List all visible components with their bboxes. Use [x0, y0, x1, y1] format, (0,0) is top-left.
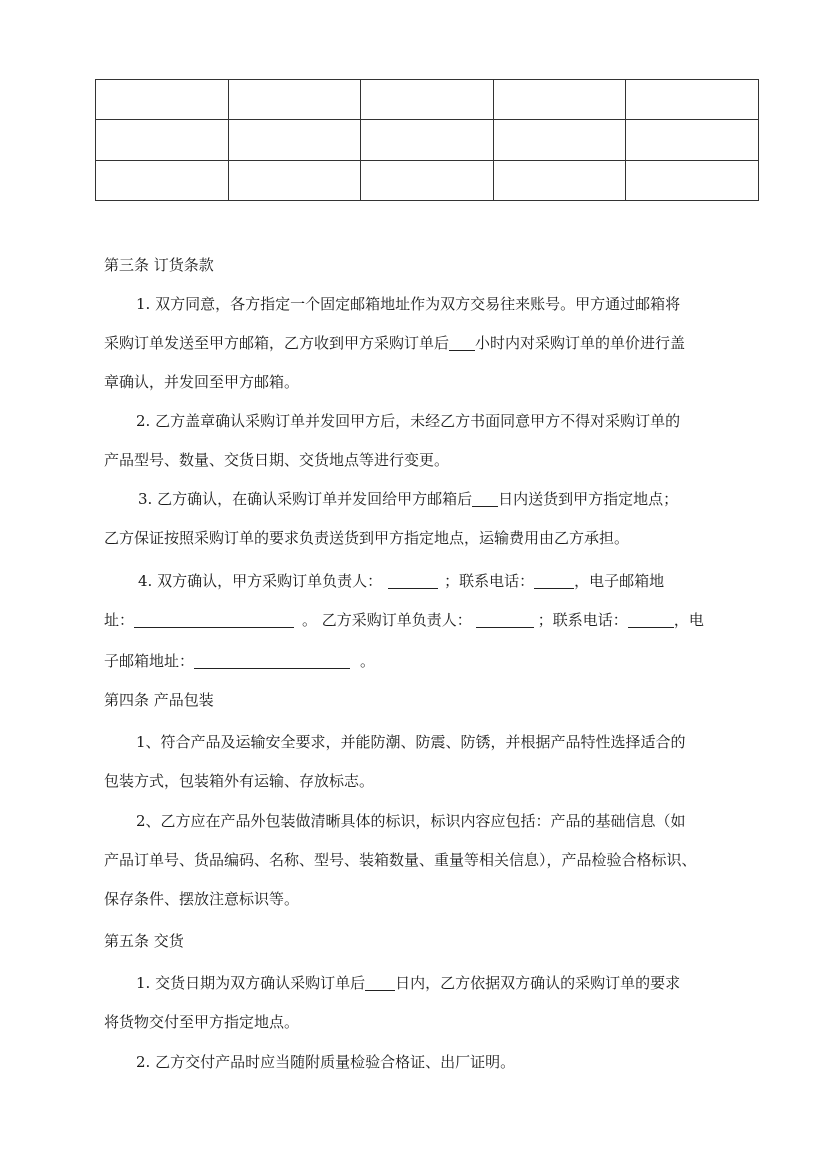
party-a-email-blank: [134, 611, 294, 628]
table-cell: [493, 120, 626, 160]
s3-item4-line3: [104, 642, 750, 681]
s3-item4-text-d: 址：: [104, 611, 135, 629]
party-b-email-blank: [194, 652, 350, 669]
table-row: [96, 160, 759, 200]
s3-item4-text-b: ；联系电话：: [444, 572, 535, 590]
s3-item3-line2: 乙方保证按照采购订单的要求负责送货到甲方指定地点，运输费用由乙方承担。: [104, 529, 630, 547]
table-row: [96, 80, 759, 120]
s5-item1-line2: 将货物交付至甲方指定地点。: [104, 1013, 300, 1031]
s3-item3-line1-end: 日内送货到甲方指定地点；: [498, 490, 679, 508]
table-cell: [626, 120, 759, 160]
delivery-days-blank: [365, 974, 395, 991]
table-cell: [361, 160, 494, 200]
table-cell: [228, 80, 361, 120]
s3-item4-text-e: 。 乙方采购订单负责人：: [302, 611, 472, 629]
table-cell: [361, 120, 494, 160]
party-b-phone-blank: [628, 611, 674, 628]
s3-item4-line2: [104, 601, 750, 640]
s3-item4-text-i: 。: [360, 652, 376, 670]
section-4-heading: 第四条 产品包装: [104, 691, 214, 709]
s3-item4-text-a: 4. 双方确认，甲方采购订单负责人：: [138, 572, 383, 590]
s3-item4-text-f: ；联系电话：: [537, 611, 628, 629]
s3-item1-line2-end: 小时内对采购订单的单价进行盖: [475, 334, 686, 352]
s5-item2-line1: 2. 乙方交付产品时应当随附质量检验合格证、出厂证明。: [136, 1053, 516, 1071]
s3-item3-line1-start: 3. 乙方确认，在确认采购订单并发回给甲方邮箱后: [138, 490, 473, 508]
table-cell: [228, 160, 361, 200]
s3-item2-line2: 产品型号、数量、交货日期、交货地点等进行变更。: [104, 451, 450, 469]
s3-item1-line2: [104, 324, 750, 363]
party-a-phone-blank: [534, 572, 574, 589]
s5-item1-line1-start: 1. 交货日期为双方确认采购订单后: [136, 974, 366, 992]
table-cell: [228, 120, 361, 160]
s5-item1-line1: [136, 964, 782, 1003]
table-cell: [96, 120, 229, 160]
s4-item2-line1: 2、乙方应在产品外包装做清晰具体的标识，标识内容应包括：产品的基础信息（如: [136, 812, 686, 830]
table-cell: [493, 160, 626, 200]
table-cell: [626, 80, 759, 120]
party-b-contact-blank: [476, 611, 534, 628]
s3-item1-line2-start: 采购订单发送至甲方邮箱，乙方收到甲方采购订单后: [104, 334, 450, 352]
s3-item4-text-g: ，电: [673, 611, 704, 629]
s4-item1-line1: 1、符合产品及运输安全要求，并能防潮、防震、防锈，并根据产品特性选择适合的: [136, 733, 686, 751]
s5-item1-line1-end: 日内，乙方依据双方确认的采购订单的要求: [395, 974, 681, 992]
blank-table: [95, 79, 759, 201]
days-blank: [472, 490, 498, 507]
table-cell: [493, 80, 626, 120]
section-5-heading: 第五条 交货: [104, 932, 184, 950]
s3-item1-line1: 1. 双方同意，各方指定一个固定邮箱地址作为双方交易往来账号。甲方通过邮箱将: [136, 295, 681, 313]
s3-item4-text-c: ，电子邮箱地: [574, 572, 665, 590]
s3-item1-line3: 章确认，并发回至甲方邮箱。: [104, 373, 300, 391]
table-cell: [96, 80, 229, 120]
table-row: [96, 120, 759, 160]
s4-item2-line3: 保存条件、摆放注意标识等。: [104, 890, 300, 908]
s3-item4-line1: [138, 562, 784, 601]
s3-item4-text-h: 子邮箱地址：: [104, 652, 195, 670]
s4-item1-line2: 包装方式，包装箱外有运输、存放标志。: [104, 772, 375, 790]
section-3-heading: 第三条 订货条款: [104, 256, 214, 274]
table-cell: [626, 160, 759, 200]
hours-blank: [449, 334, 475, 351]
table-cell: [96, 160, 229, 200]
party-a-contact-blank: [388, 572, 438, 589]
table-cell: [361, 80, 494, 120]
s3-item2-line1: 2. 乙方盖章确认采购订单并发回甲方后，未经乙方书面同意甲方不得对采购订单的: [136, 412, 681, 430]
s3-item3-line1: [138, 480, 784, 519]
s4-item2-line2: 产品订单号、货品编码、名称、型号、装箱数量、重量等相关信息），产品检验合格标识、: [104, 851, 697, 869]
